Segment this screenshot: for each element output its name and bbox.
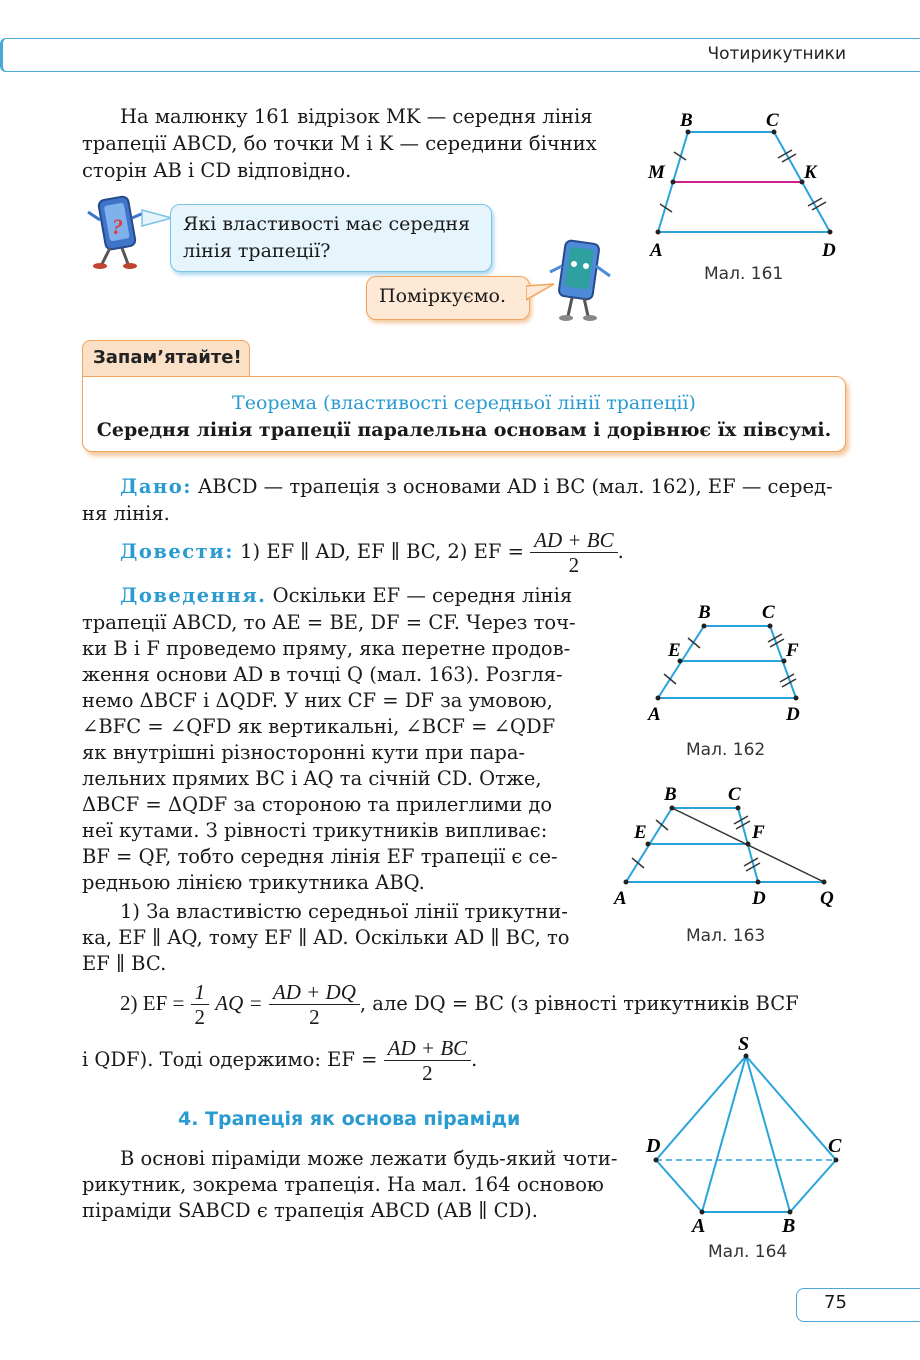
page-number-box — [796, 1288, 920, 1322]
intro-line-1: На малюнку 161 відрізок MK — середня лінія — [120, 105, 593, 128]
step2-line — [120, 980, 799, 1029]
step2-den: 2 — [309, 1005, 320, 1029]
step2-half — [191, 980, 210, 1029]
fig163-label-a: A — [614, 888, 627, 909]
prove-label: Довести: — [120, 540, 234, 563]
proof-line-7: лельних прямих BC і AQ та січній CD. Отже, — [82, 767, 542, 790]
step2-prefix: 2) EF = — [120, 991, 185, 1015]
step2-num: AD + DQ — [269, 980, 360, 1005]
proof-line-13: ка, EF ∥ AQ, тому EF ∥ AD. Оскільки AD ∥ BC, то — [82, 926, 570, 949]
proof-line-10: BF = QF, тобто середня лінія EF трапеції є се- — [82, 845, 558, 868]
prove-num: AD + BC — [530, 528, 618, 553]
chapter-title: Чотирикутники — [707, 44, 846, 64]
intro-line-3: сторін AB і CD відповідно. — [82, 159, 352, 182]
step2-mid: AQ = — [215, 991, 263, 1015]
fig162-label-f: F — [786, 640, 799, 661]
mascot-question-icon — [84, 190, 160, 270]
prove-den: 2 — [568, 553, 580, 577]
step2-suffix: , але DQ = BC (з рівності трикутників BCF — [359, 992, 799, 1015]
proof-line-0 — [120, 583, 572, 610]
fig163-label-q: Q — [820, 888, 834, 909]
prove-line — [120, 528, 624, 577]
bubble-pointer-icon — [140, 206, 174, 230]
proof-text-0: Оскільки EF — середня лінія — [266, 584, 573, 607]
section-4-title: 4. Трапеція як основа піраміди — [178, 1108, 521, 1130]
fig162-label-b: B — [698, 602, 711, 623]
figure-162 — [640, 596, 820, 726]
proof-line-6: як внутрішні різносторонні кути при пара- — [82, 741, 526, 764]
answer-text: Поміркуємо. — [379, 285, 506, 307]
fig161-label-a: A — [650, 240, 663, 261]
proof-line-4: немо ΔBCF і ΔQDF. У них CF = DF за умовою, — [82, 689, 553, 712]
theorem-text: Середня лінія трапеції паралельна основам і дорівнює їх півсумі. — [96, 419, 832, 441]
prove-text: 1) EF ∥ AD, EF ∥ BC, 2) EF = — [233, 540, 524, 563]
fig163-caption: Мал. 163 — [686, 926, 766, 946]
given-text: ABCD — трапеція з основами AD і BC (мал. 162), EF — серед- — [191, 475, 833, 498]
fig164-label-a: A — [692, 1215, 706, 1237]
fig163-label-e: E — [634, 822, 647, 843]
step2-line2-prefix: і QDF). Тоді одержимо: EF = — [82, 1048, 378, 1071]
fig161-label-b: B — [680, 110, 693, 131]
step2-half-den: 2 — [194, 1005, 206, 1029]
step2-line2-end: . — [471, 1048, 478, 1071]
fig163-label-f: F — [752, 822, 765, 843]
question-bubble — [170, 204, 492, 272]
proof-line-2: ки B і F проведемо пряму, яка перетне продов- — [82, 637, 571, 660]
proof-line-5: ∠BFC = ∠QFD як вертикальні, ∠BCF = ∠QDF — [82, 715, 556, 738]
step2-fraction — [269, 980, 360, 1029]
step2-num2: AD + BC — [384, 1036, 472, 1061]
proof-line-8: ΔBCF = ΔQDF за стороною та прилеглими до — [82, 793, 553, 816]
proof-line-3: ження основи AD в точці Q (мал. 163). Розгля- — [82, 663, 563, 686]
fig161-caption: Мал. 161 — [704, 264, 784, 284]
svg-text:?: ? — [112, 214, 123, 239]
fig164-label-c: C — [828, 1135, 842, 1157]
page-number: 75 — [824, 1292, 847, 1313]
fig164-label-b: B — [782, 1215, 796, 1237]
fig161-label-d: D — [822, 240, 836, 261]
remember-tab: Запам’ятайте! — [82, 340, 250, 378]
fig162-label-e: E — [668, 640, 681, 661]
step2-half-num: 1 — [191, 980, 210, 1005]
prove-end: . — [617, 540, 624, 563]
proof-line-9: неї кутами. З рівності трикутників випливає: — [82, 819, 548, 842]
proof-line-11: редньою лінією трикутника ABQ. — [82, 871, 425, 894]
proof-line-12: 1) За властивістю середньої лінії трикутни- — [120, 900, 568, 923]
fig162-caption: Мал. 162 — [686, 740, 766, 760]
theorem-title: Теорема (властивості середньої лінії трапеції) — [232, 392, 696, 414]
fig161-label-k: K — [804, 162, 817, 183]
section4-line-1: В основі піраміди може лежати будь-який чоти- — [120, 1147, 618, 1170]
proof-line-14: EF ∥ BC. — [82, 952, 167, 975]
figure-163 — [608, 780, 848, 910]
fig162-label-c: C — [762, 602, 775, 623]
fig164-label-s: S — [738, 1033, 750, 1055]
mascot-thinking-icon — [540, 236, 620, 326]
fig164-label-d: D — [646, 1135, 661, 1157]
figure-164 — [640, 1030, 860, 1240]
fig163-label-d: D — [752, 888, 766, 909]
given-line-2: ня лінія. — [82, 502, 170, 525]
intro-line-2: трапеції ABCD, бо точки M і K — середини бічних — [82, 132, 597, 155]
section4-line-2: рикутник, зокрема трапеція. На мал. 164 основою — [82, 1173, 604, 1196]
fig162-label-d: D — [786, 704, 800, 725]
given-label: Дано: — [120, 475, 192, 498]
fig163-label-b: B — [664, 784, 677, 805]
proof-line-1: трапеції ABCD, то AE = BE, DF = CF. Через точ- — [82, 611, 576, 634]
figure-161 — [640, 104, 850, 264]
fig161-label-m: M — [648, 162, 665, 183]
answer-bubble — [366, 276, 530, 320]
step2-line-2 — [82, 1036, 477, 1085]
fig161-label-c: C — [766, 110, 779, 131]
question-line-2: лінія трапеції? — [183, 240, 331, 262]
step2-den2: 2 — [422, 1061, 433, 1085]
proof-label: Доведення. — [120, 584, 267, 607]
prove-fraction — [530, 528, 618, 577]
step2-fraction-2 — [384, 1036, 472, 1085]
section4-line-3: піраміди SABCD є трапеція ABCD (AB ∥ CD). — [82, 1199, 538, 1222]
question-line-1: Які властивості має середня — [183, 213, 471, 235]
fig163-label-c: C — [728, 784, 741, 805]
given-line-1 — [120, 474, 833, 501]
fig162-label-a: A — [648, 704, 661, 725]
fig164-caption: Мал. 164 — [708, 1242, 788, 1262]
